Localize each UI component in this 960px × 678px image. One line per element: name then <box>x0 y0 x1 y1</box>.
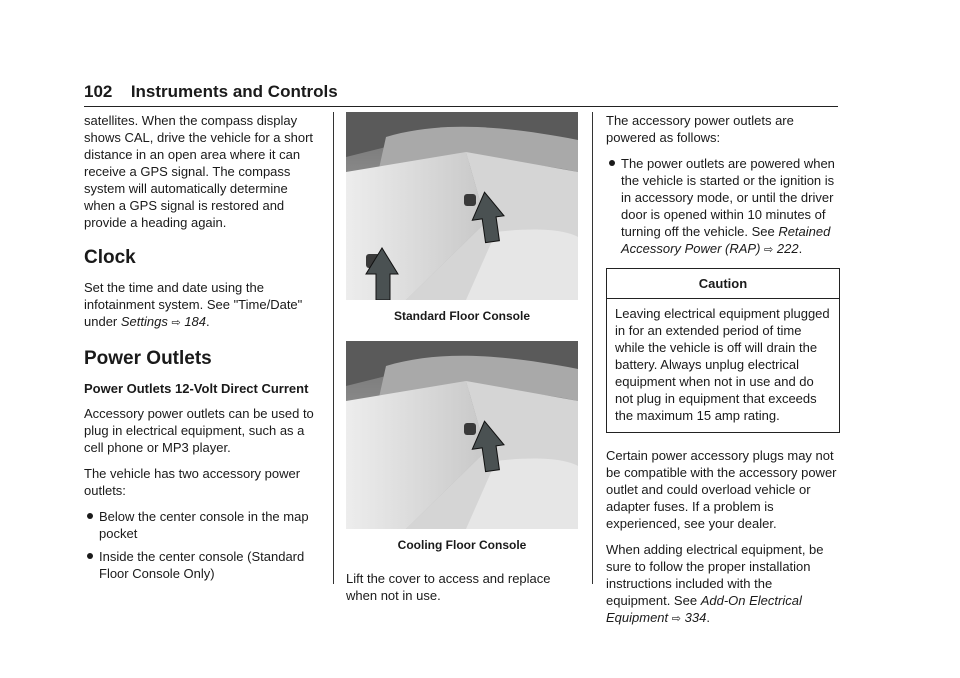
list-item: Inside the center console (Standard Floor Console Only) <box>84 548 320 582</box>
page-ref[interactable]: 184 <box>184 314 207 329</box>
section-title: Instruments and Controls <box>130 82 338 101</box>
powered-list <box>606 155 840 259</box>
text: . <box>798 241 803 256</box>
list-item: Below the center console in the map pocket <box>84 508 320 542</box>
page-ref[interactable]: 334 <box>684 610 707 625</box>
page-ref[interactable]: 222 <box>776 241 799 256</box>
link-settings[interactable]: Settings <box>120 314 168 329</box>
figure-standard-console <box>346 112 578 300</box>
heading-clock: Clock <box>84 247 136 268</box>
text: The power outlets are powered when the vehicle is started or the ignition is in accessory mode, or until the driver door is opened within 10 minutes of turning off the vehicle. See <box>621 156 835 239</box>
paragraph-outlets: Accessory power outlets can be used to plug in electrical equipment, such as a cell phone or MP3 player. <box>84 406 314 455</box>
figure-cooling-console <box>346 341 578 529</box>
paragraph-compatibility: Certain power accessory plugs may not be compatible with the accessory power outlet and could overload vehicle or adapter fuses. If a problem is experienced, see your dealer. <box>606 448 837 531</box>
column-left <box>84 112 320 591</box>
column-right <box>606 112 840 637</box>
link-rap[interactable]: Retained Accessory Power (RAP) <box>621 224 831 256</box>
page-number: 102 <box>84 82 113 101</box>
heading-power-outlets: Power Outlets <box>84 348 212 369</box>
figure-caption: Standard Floor Console <box>393 309 530 323</box>
page-ref-arrow-icon: ⇨ <box>171 317 181 329</box>
page-ref-arrow-icon: ⇨ <box>671 613 681 625</box>
paragraph-clock <box>84 279 320 332</box>
paragraph-lift-cover: Lift the cover to access and replace when not in use. <box>346 571 551 603</box>
text: . <box>206 314 210 329</box>
paragraph-powered: The accessory power outlets are powered as follows: <box>606 113 794 145</box>
column-divider <box>333 112 334 584</box>
paragraph-two-outlets: The vehicle has two accessory power outlets: <box>84 466 301 498</box>
column-middle <box>346 112 578 613</box>
column-divider <box>592 112 593 584</box>
text: Set the time and date using the infotainment system. See "Time/Date" under <box>84 280 303 329</box>
outlet-list <box>84 508 320 582</box>
text: When adding electrical equipment, be sure to follow the proper installation instructions included with the equipment. See <box>606 542 824 608</box>
page-ref-arrow-icon: ⇨ <box>764 244 774 256</box>
list-item <box>606 155 840 259</box>
text: . <box>706 610 710 625</box>
link-add-on-electrical[interactable]: Add-On Electrical Equipment <box>606 593 802 625</box>
paragraph-compass: satellites. When the compass display shows CAL, drive the vehicle for a short distance in an open area where it can receive a GPS signal. The compass system will automatically determine when a GPS signal is restored and provide a heading again. <box>84 113 314 230</box>
subheading-12v: Power Outlets 12-Volt Direct Current <box>84 381 309 396</box>
caution-body: Leaving electrical equipment plugged in for an extended period of time while the vehicle is off will drain the battery. Always unplug electrical equipment when not in use and do not plug in equipment that exceeds the maximum 15 amp rating. <box>615 306 830 423</box>
caution-box <box>606 268 840 433</box>
figure-caption: Cooling Floor Console <box>397 538 527 552</box>
caution-title: Caution <box>607 269 839 299</box>
console-photo-image <box>346 112 578 300</box>
console-photo-image <box>346 341 578 529</box>
page-header <box>84 80 838 107</box>
paragraph-adding-equipment <box>606 541 840 628</box>
